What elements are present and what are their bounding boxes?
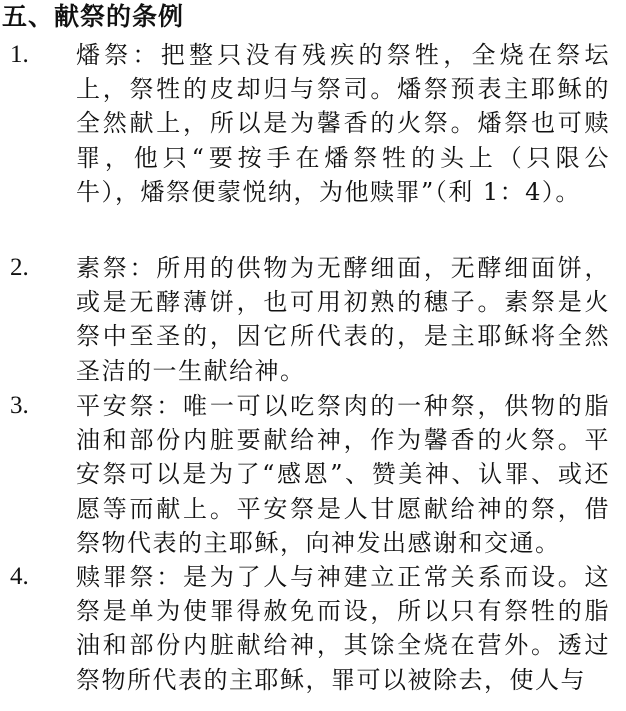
list-item-text: 赎罪祭：是为了人与神建立正常关系而设。这祭是单为使罪得赦免而设，所以只有祭牲的脂油和部份内脏献给神，其馀全烧在营外。透过祭物所代表的主耶稣，罪可以被除去，使人与	[76, 563, 610, 694]
list-item-text: 素祭：所用的供物为无酵细面，无酵细面饼，或是无酵薄饼，也可用初熟的穗子。素祭是火祭中至圣的，因它所代表的，是主耶稣将全然圣洁的一生献给神。	[76, 254, 610, 385]
list-item-text: 平安祭：唯一可以吃祭肉的一种祭，供物的脂油和部份内脏要献给神，作为馨香的火祭。平安祭可以是为了“感恩”、赞美神、认罪、或还愿等而献上。平安祭是人甘愿献给神的祭，借祭物代表的主耶稣，向神发出感谢和交通。	[76, 392, 610, 557]
list-item-number: 1.	[10, 41, 29, 68]
list-item-text: 燔祭：把整只没有残疾的祭牲，全烧在祭坛上，祭牲的皮却归与祭司。燔祭预表主耶稣的全然献上，所以是为馨香的火祭。燔祭也可赎罪，他只“要按手在燔祭牲的头上（只限公牛），燔祭便蒙悦纳，为他赎罪”（利 1：4）。	[76, 41, 610, 206]
list-item-number: 4.	[10, 563, 29, 590]
list-item-number: 3.	[10, 392, 29, 419]
list-item-number: 2.	[10, 254, 29, 281]
section-heading: 五、献祭的条例	[2, 2, 185, 31]
